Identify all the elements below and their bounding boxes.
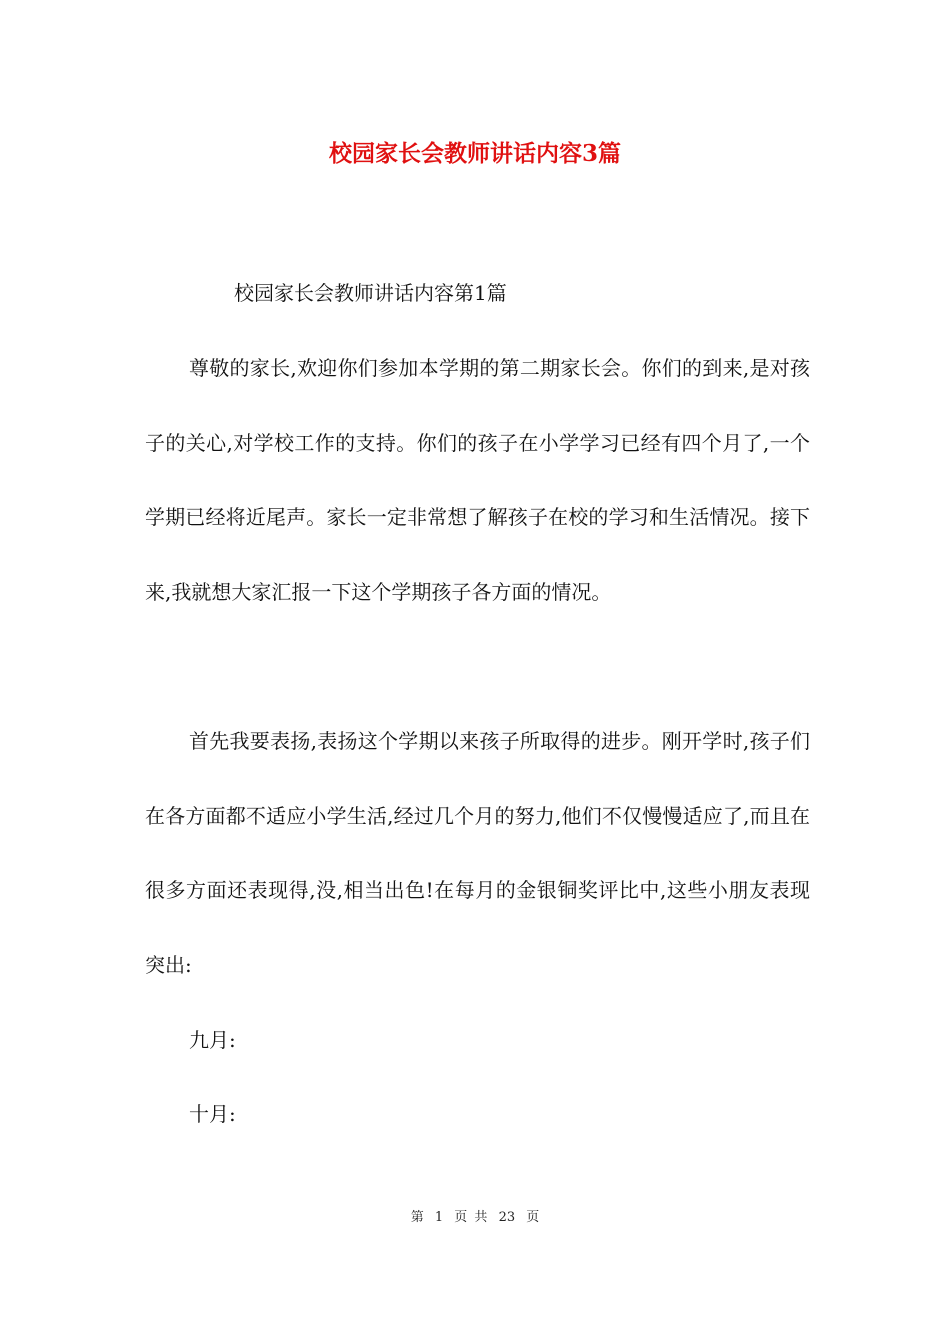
paragraph-intro: 尊敬的家长,欢迎你们参加本学期的第二期家长会。你们的到来,是对孩子的关心,对学校工作的支持。你们的孩子在小学学习已经有四个月了,一个学期已经将近尾声。家长一定非常想了解孩子在校的学习和生活情况。接下来,我就想大家汇报一下这个学期孩子各方面的情况。 — [145, 356, 810, 604]
footer-current-page: 1 — [434, 1210, 444, 1225]
month-label-september: 九月: — [189, 1028, 236, 1052]
footer-middle: 页 共 — [454, 1210, 488, 1225]
paragraph-praise: 首先我要表扬,表扬这个学期以来孩子所取得的进步。刚开学时,孩子们在各方面都不适应小学生活,经过几个月的努力,他们不仅慢慢适应了,而且在很多方面还表现得,没,相当出色!在每月的金银铜奖评比中,这些小朋友表现突出: — [145, 729, 810, 977]
page-footer — [0, 1208, 950, 1228]
footer-suffix: 页 — [526, 1210, 540, 1225]
month-label-october: 十月: — [189, 1102, 236, 1126]
document-title: 校园家长会教师讲话内容3篇 — [328, 140, 621, 167]
footer-prefix: 第 — [410, 1210, 424, 1225]
footer-total-pages: 23 — [498, 1210, 516, 1225]
section-title: 校园家长会教师讲话内容第1篇 — [234, 281, 507, 305]
